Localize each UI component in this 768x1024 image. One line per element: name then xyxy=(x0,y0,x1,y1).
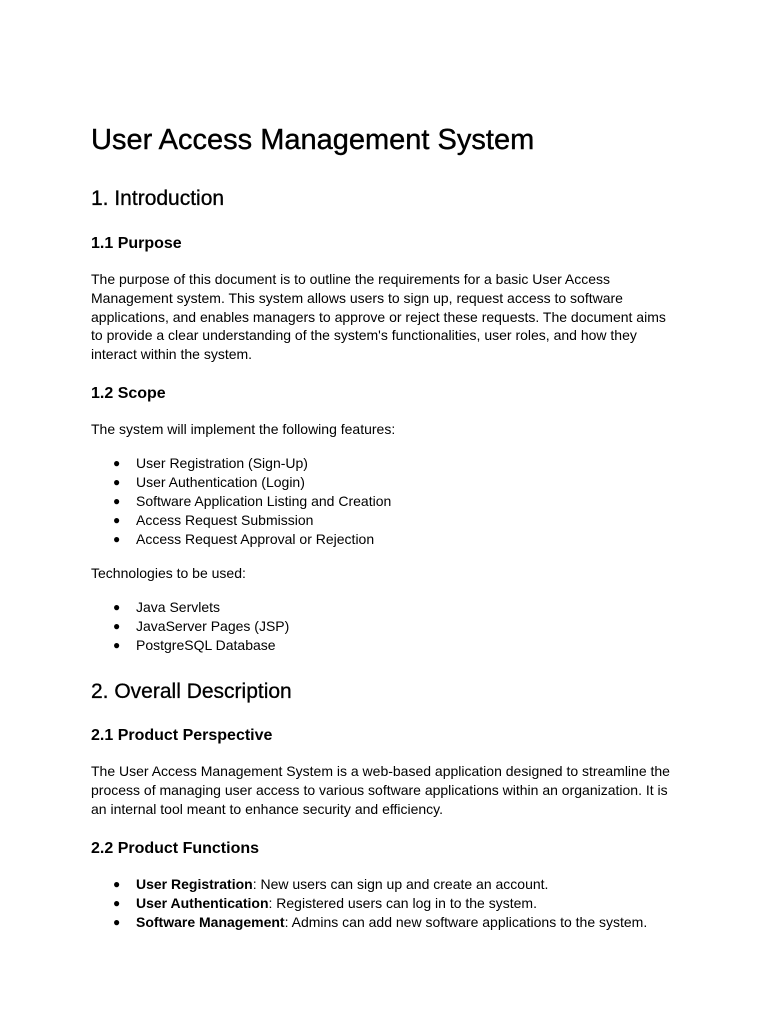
bullet-icon: ● xyxy=(113,512,121,527)
bullet-icon: ● xyxy=(113,895,121,910)
product-functions-heading: 2.2 Product Functions xyxy=(91,840,260,857)
list-item: ● Access Request Approval or Rejection xyxy=(113,530,375,547)
function-term: Software Management xyxy=(136,913,285,930)
scope-heading: 1.2 Scope xyxy=(91,385,166,402)
product-perspective-heading: 2.1 Product Perspective xyxy=(91,727,273,744)
bullet-icon: ● xyxy=(113,877,121,891)
technologies-list xyxy=(91,598,289,655)
function-description: : New users can sign up and create an account. xyxy=(252,876,549,892)
function-term: User Authentication xyxy=(136,894,269,911)
bullet-icon: ● xyxy=(113,493,121,508)
function-description: : Registered users can log in to the system. xyxy=(268,894,537,911)
product-functions-list xyxy=(91,875,647,932)
list-item: ● Access Request Submission xyxy=(113,511,314,528)
function-term: User Registration xyxy=(136,876,253,892)
purpose-paragraph: The purpose of this document is to outline the requirements for a basic User Access Management system. This system allows users to sign up, request access to software applications, and enables managers to approve or reject these requests. The document aims to provide a clear understanding of the system's functionalities, user roles, and how they interact within the system. xyxy=(91,271,666,363)
section-introduction-heading: 1. Introduction xyxy=(91,187,225,210)
list-item: ● PostgreSQL Database xyxy=(113,636,276,653)
list-item: ● Software Application Listing and Creation xyxy=(113,492,392,509)
section-overall-description-heading: 2. Overall Description xyxy=(91,680,292,703)
features-list xyxy=(91,454,391,549)
bullet-icon: ● xyxy=(113,531,121,546)
list-item: ● User Authentication (Login) xyxy=(113,473,305,490)
scope-lead-text: The system will implement the following features: xyxy=(91,421,396,437)
function-description: : Admins can add new software applications to the system. xyxy=(284,913,648,930)
bullet-icon: ● xyxy=(113,914,121,929)
list-item: ● JavaServer Pages (JSP) xyxy=(113,617,290,634)
bullet-icon: ● xyxy=(113,600,121,614)
list-item: ● Java Servlets xyxy=(113,599,221,615)
technologies-lead-text: Technologies to be used: xyxy=(91,565,246,581)
bullet-icon: ● xyxy=(113,618,121,633)
product-perspective-paragraph: The User Access Management System is a web-based application designed to streamline the process of managing user access to various software applications within an organization. It is an internal tool meant to enhance security and efficiency. xyxy=(91,763,670,817)
bullet-icon: ● xyxy=(113,474,121,489)
bullet-icon: ● xyxy=(113,456,121,470)
list-item: ● User Registration (Sign-Up) xyxy=(113,455,308,471)
list-item xyxy=(91,894,647,913)
purpose-heading: 1.1 Purpose xyxy=(91,235,182,252)
list-item xyxy=(91,875,647,894)
bullet-icon: ● xyxy=(113,637,121,652)
list-item xyxy=(91,913,647,932)
document-title: User Access Management System xyxy=(91,124,535,156)
